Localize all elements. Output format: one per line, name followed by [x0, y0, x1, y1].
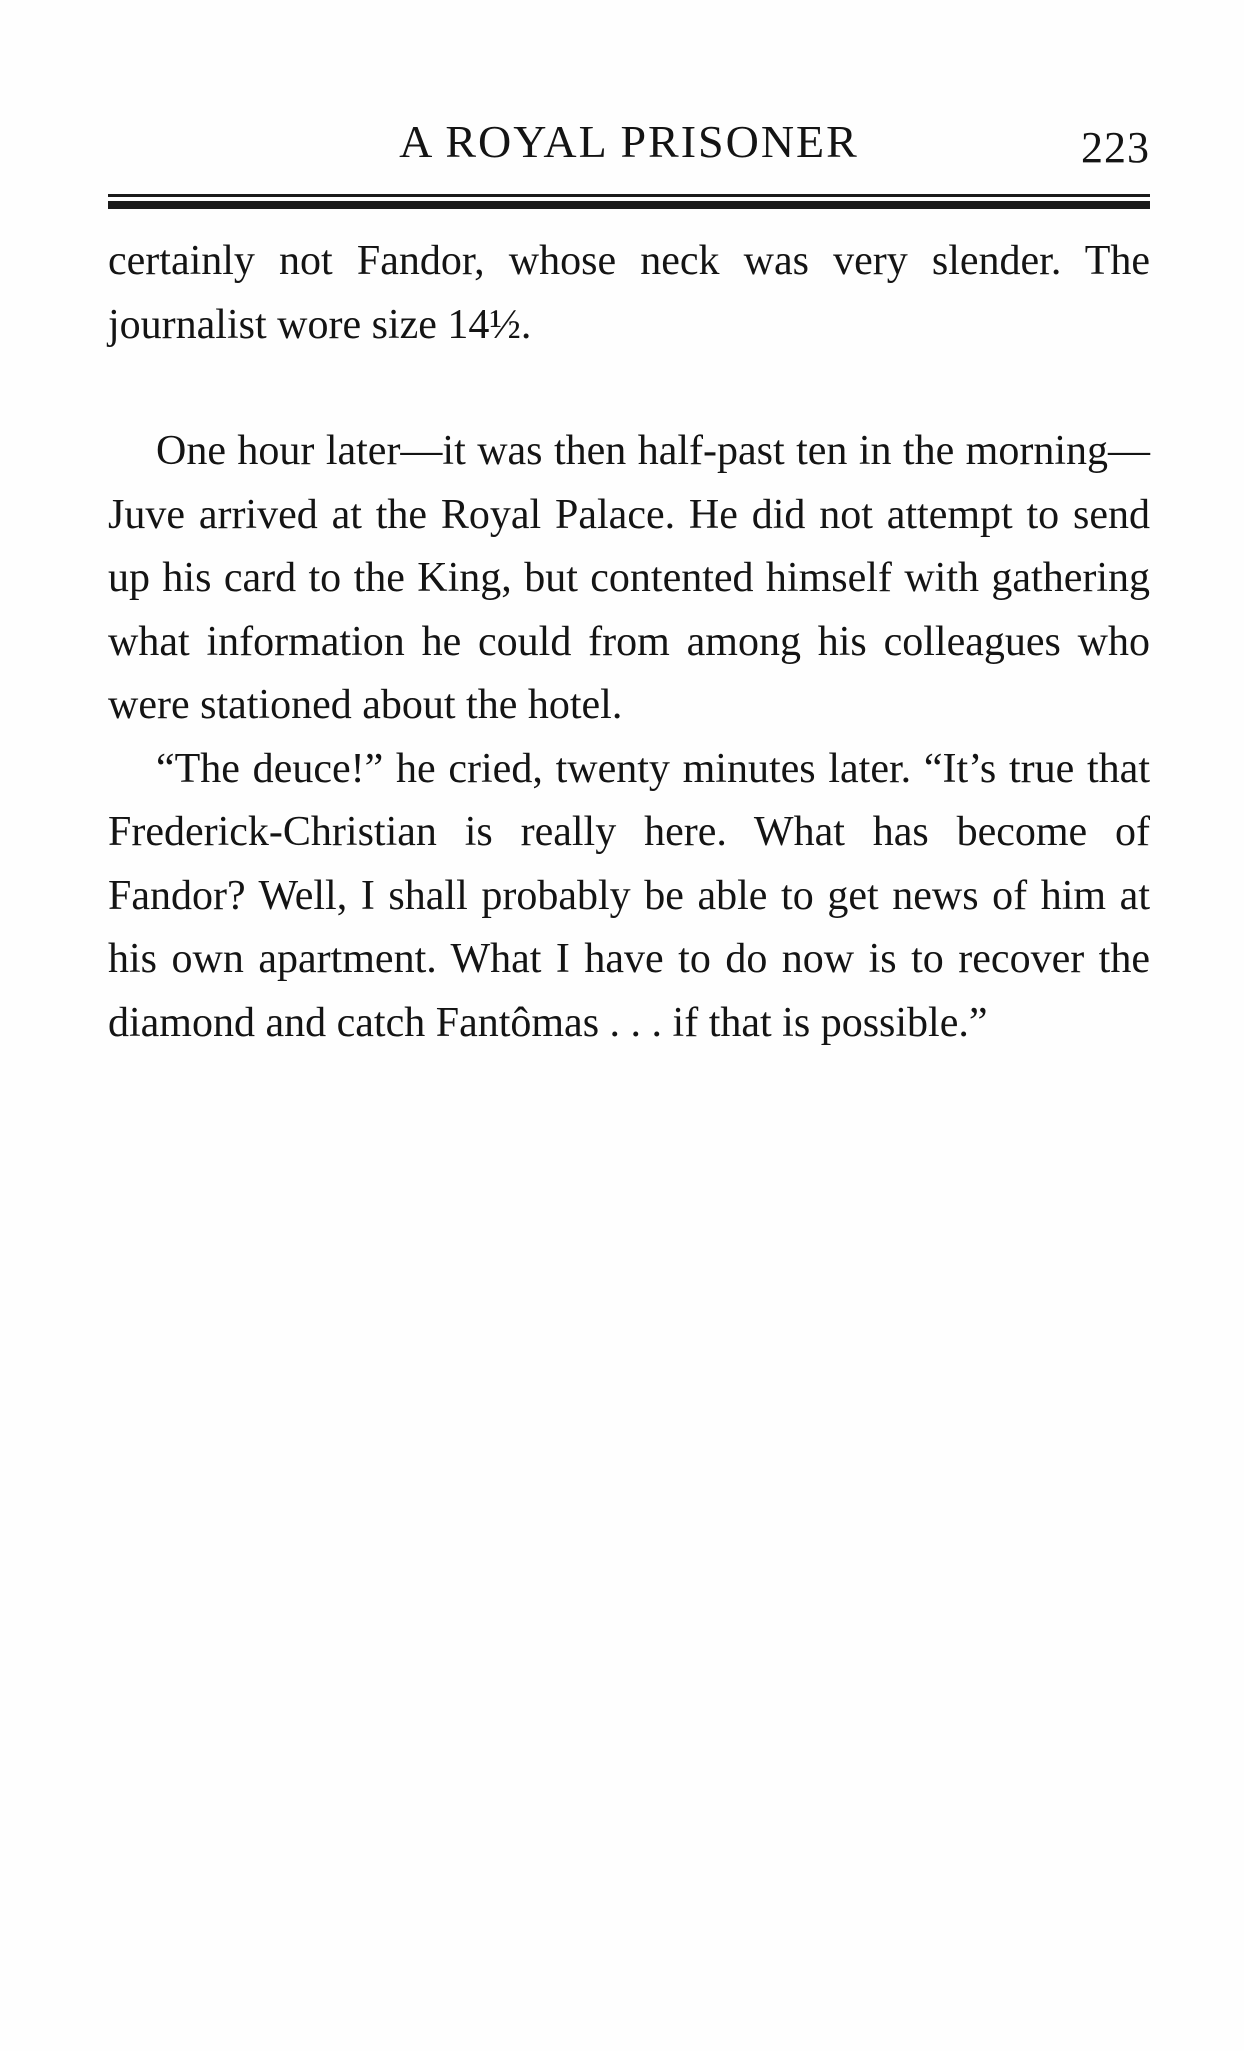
- page-header: [108, 112, 1150, 172]
- page-number: 223: [1081, 123, 1150, 172]
- body-text: [108, 230, 1150, 1055]
- header-rule-thin-line: [108, 194, 1150, 197]
- paragraph-the-deuce: “The deuce!” he cried, twenty minutes later. “It’s true that Frederick-Christian is really here. What has become of Fandor? Well, I shall probably be able to get news of him at his own apartment. What I have to do now is to recover the diamond and catch Fantômas . . . if that is possible.”: [108, 745, 1150, 1046]
- header-rule: [108, 194, 1150, 211]
- header-rule-thick-line: [108, 201, 1150, 209]
- running-title: A ROYAL PRISONER: [399, 116, 859, 167]
- paragraph-one-hour-later: One hour later—it was then half-past ten in the morning—Juve arrived at the Royal Palace. He did not attempt to send up his card to the King, but contented himself with gathering what information he could from among his colleagues who were stationed about the hotel.: [108, 428, 1150, 728]
- paragraph-continuation: certainly not Fandor, whose neck was very slender. The journalist wore size 14½.: [108, 238, 1150, 348]
